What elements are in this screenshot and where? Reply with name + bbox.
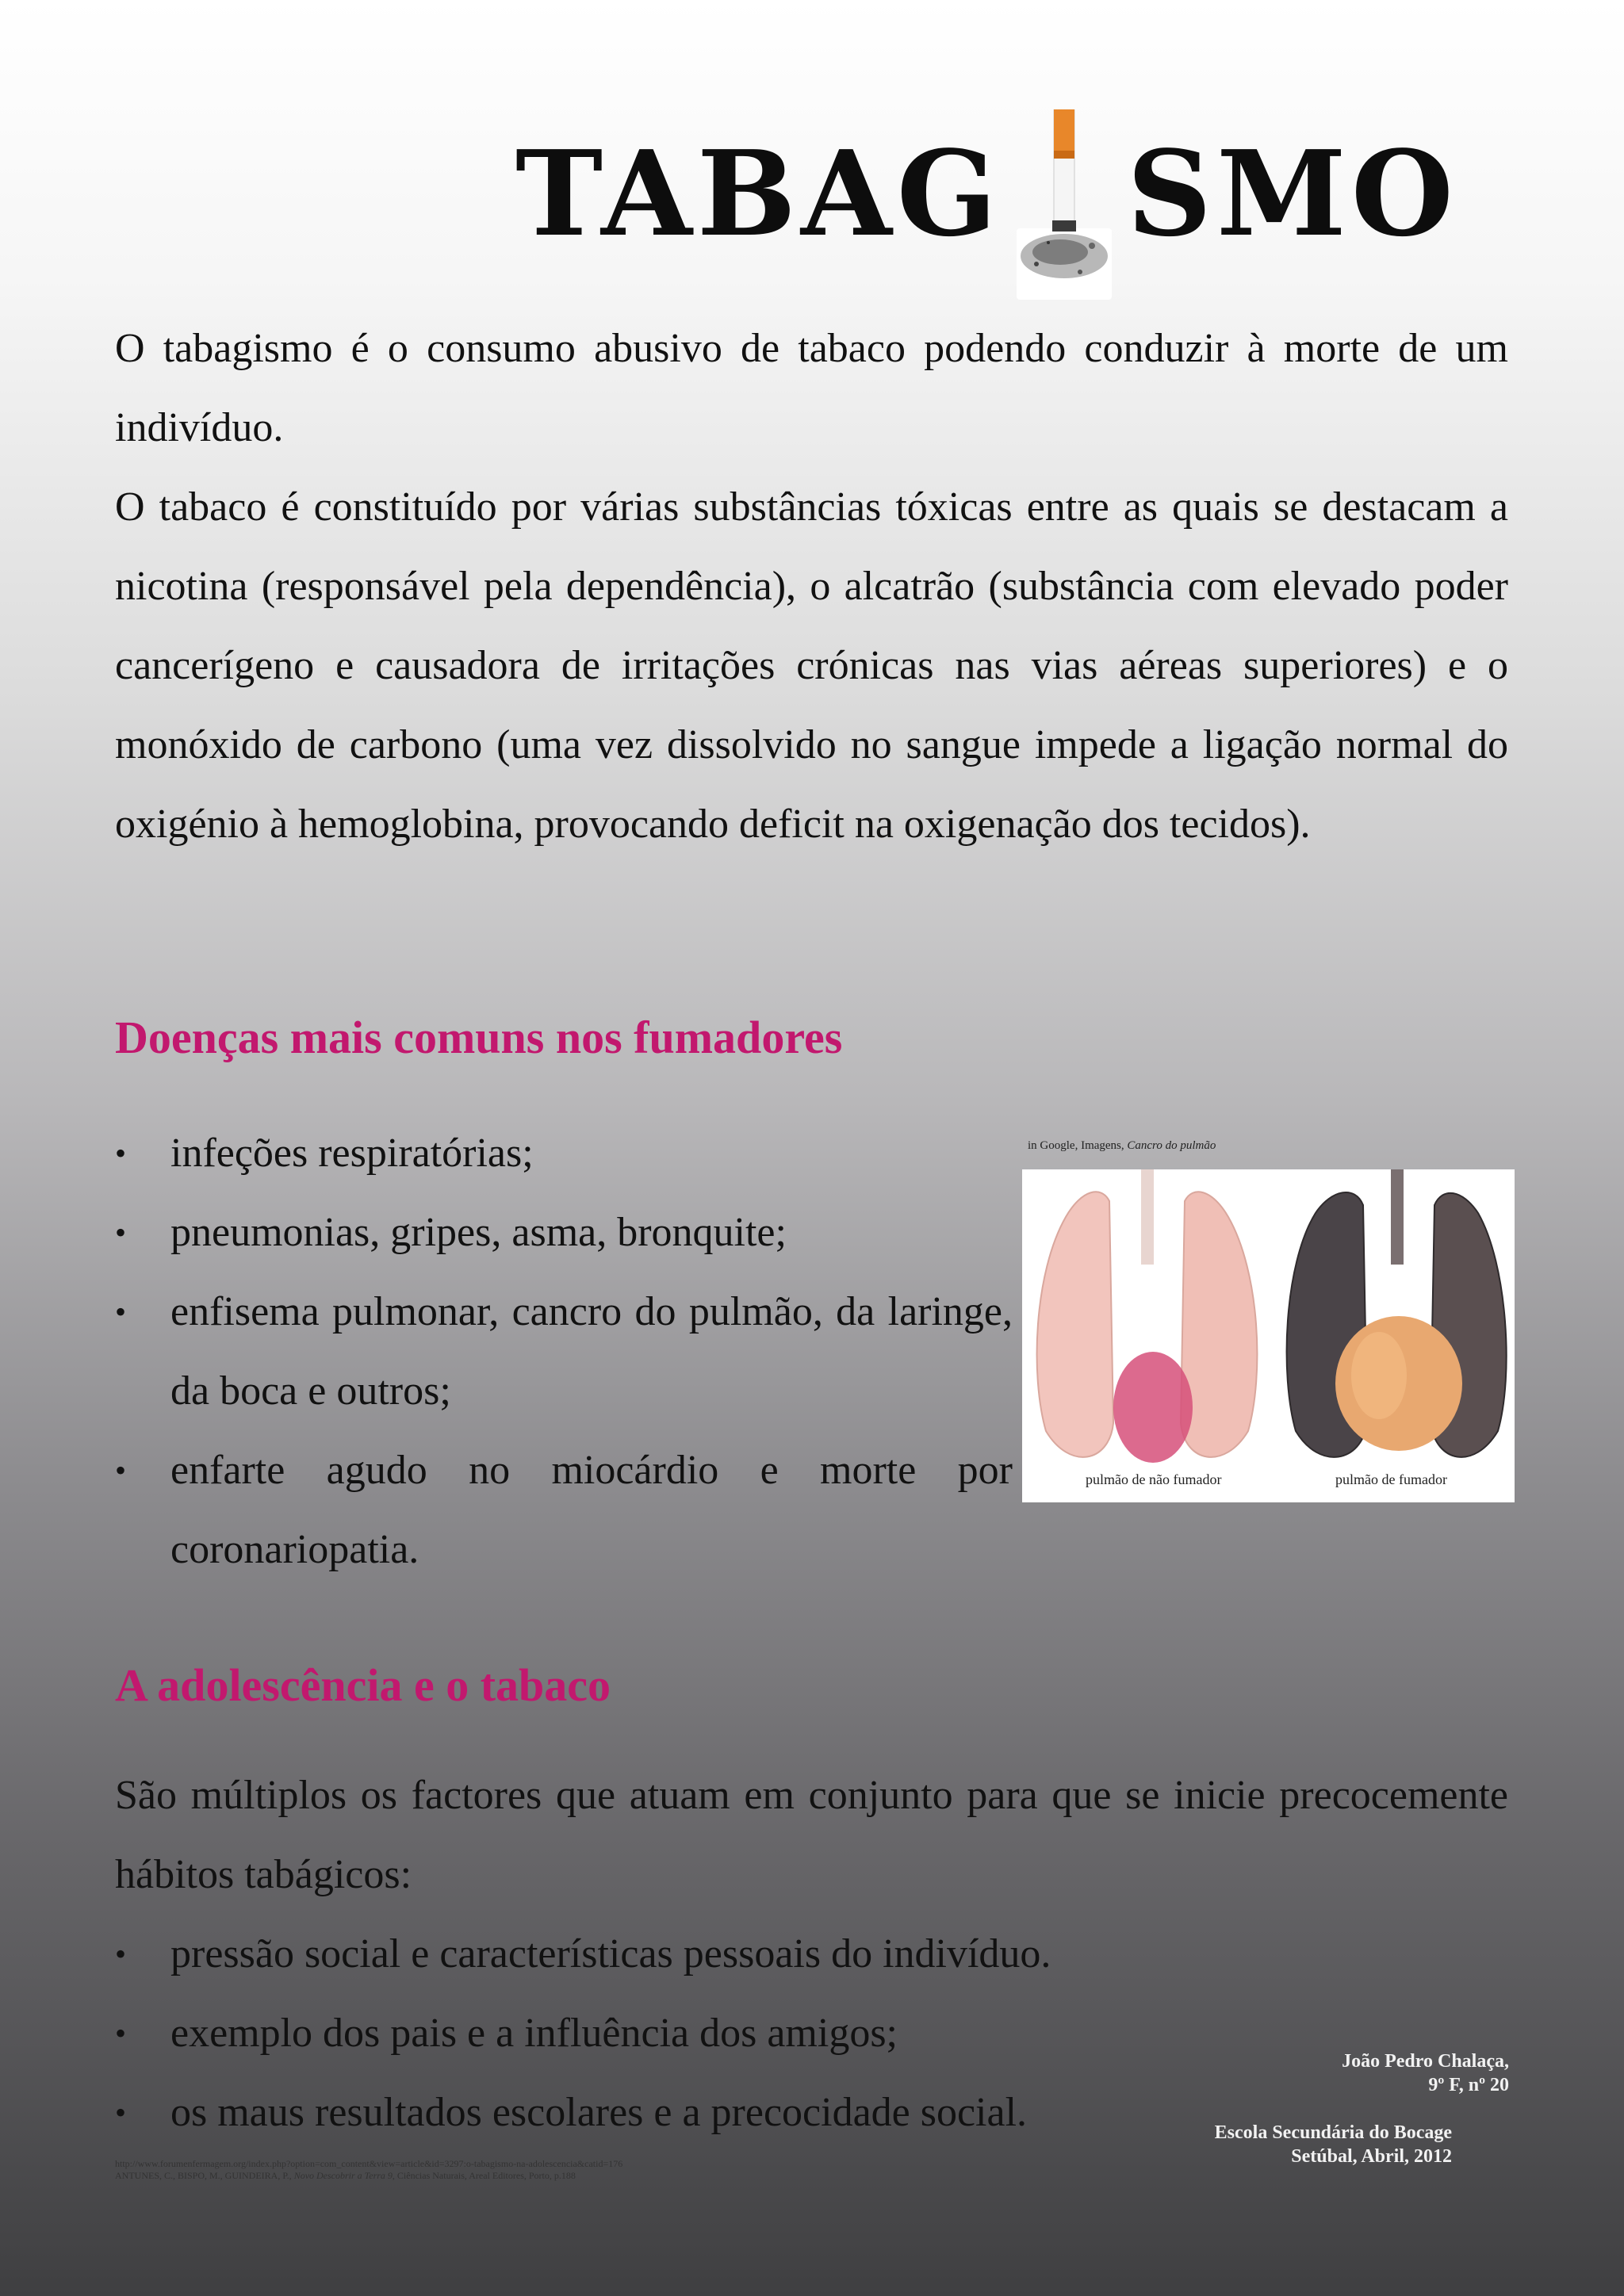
label-non-smoker: pulmão de não fumador [1086,1471,1222,1487]
cigarette-icon [1005,109,1124,292]
list-item: • exemplo dos pais e a influência dos amigos; [115,1994,1225,2073]
author-block [1342,2049,1509,2097]
bullet-dot: • [115,1452,127,1488]
bullet-dot: • [115,2015,127,2051]
author-class: 9º F, nº 20 [1428,2075,1509,2095]
intro-paragraph-2: O tabaco é constituído por várias substâncias tóxicas entre as quais se destacam a nicotina (responsável pela dependência), o alcatrão (substância com elevado poder cancerígeno e causadora de irritações crónicas nas vias aéreas superiores) e o monóxido de carbono (uma vez dissolvido no sangue impede a ligação normal do oxigénio à hemoglobina, provocando deficit na oxigenação dos tecidos). [115,484,1508,847]
factor-list [115,1915,1225,2152]
disease-list [115,1114,1013,1590]
poster-title [515,124,1458,262]
reference-book: ANTUNES, C., BISPO, M., GUINDEIRA, P., Novo Descobrir a Terra 9, Ciências Naturais, Areal Editores, Porto, p.188 [115,2170,576,2181]
reference-url: http://www.forumenfermagem.org/index.php?option=com_content&view=article&id=3297:o-tabagismo-na-adolescencia&catid=176 [115,2158,623,2169]
list-item: • infeções respiratórias; [115,1114,1013,1193]
image-caption: in Google, Imagens, Cancro do pulmão [1028,1139,1216,1152]
intro-paragraph-1: O tabagismo é o consumo abusivo de tabaco podendo conduzir à morte de um indivíduo. [115,326,1508,450]
bullet-dot: • [115,2095,127,2130]
list-item: • enfarte agudo no miocárdio e morte por coronariopatia. [115,1431,1013,1590]
lung-comparison-image [1022,1169,1515,1502]
list-item: • pneumonias, gripes, asma, bronquite; [115,1193,1013,1272]
author-name: João Pedro Chalaça, [1342,2051,1509,2072]
adolescence-intro: São múltiplos os factores que atuam em conjunto para que se inicie precocemente hábitos tabágicos: [115,1773,1508,1897]
school-place-date: Setúbal, Abril, 2012 [1291,2146,1452,2167]
school-block [1215,2121,1452,2168]
intro-text [115,309,1508,864]
section-heading-adolescence: A adolescência e o tabaco [115,1659,611,1711]
bullet-dot: • [115,1135,127,1171]
section-heading-diseases: Doenças mais comuns nos fumadores [115,1012,843,1063]
bullet-dot: • [115,1936,127,1972]
bullet-dot: • [115,1294,127,1330]
label-smoker: pulmão de fumador [1335,1471,1447,1487]
lungs-illustration [1022,1169,1515,1502]
title-right: SMO [1127,124,1458,262]
bullet-dot: • [115,1215,127,1250]
title-left: TABAG [515,124,1002,262]
list-item: • enfisema pulmonar, cancro do pulmão, da laringe, da boca e outros; [115,1272,1013,1431]
list-item: • pressão social e características pessoais do indivíduo. [115,1915,1225,1994]
list-item: • os maus resultados escolares e a precocidade social. [115,2073,1225,2152]
school-name: Escola Secundária do Bocage [1214,2122,1452,2143]
references [115,2158,622,2182]
